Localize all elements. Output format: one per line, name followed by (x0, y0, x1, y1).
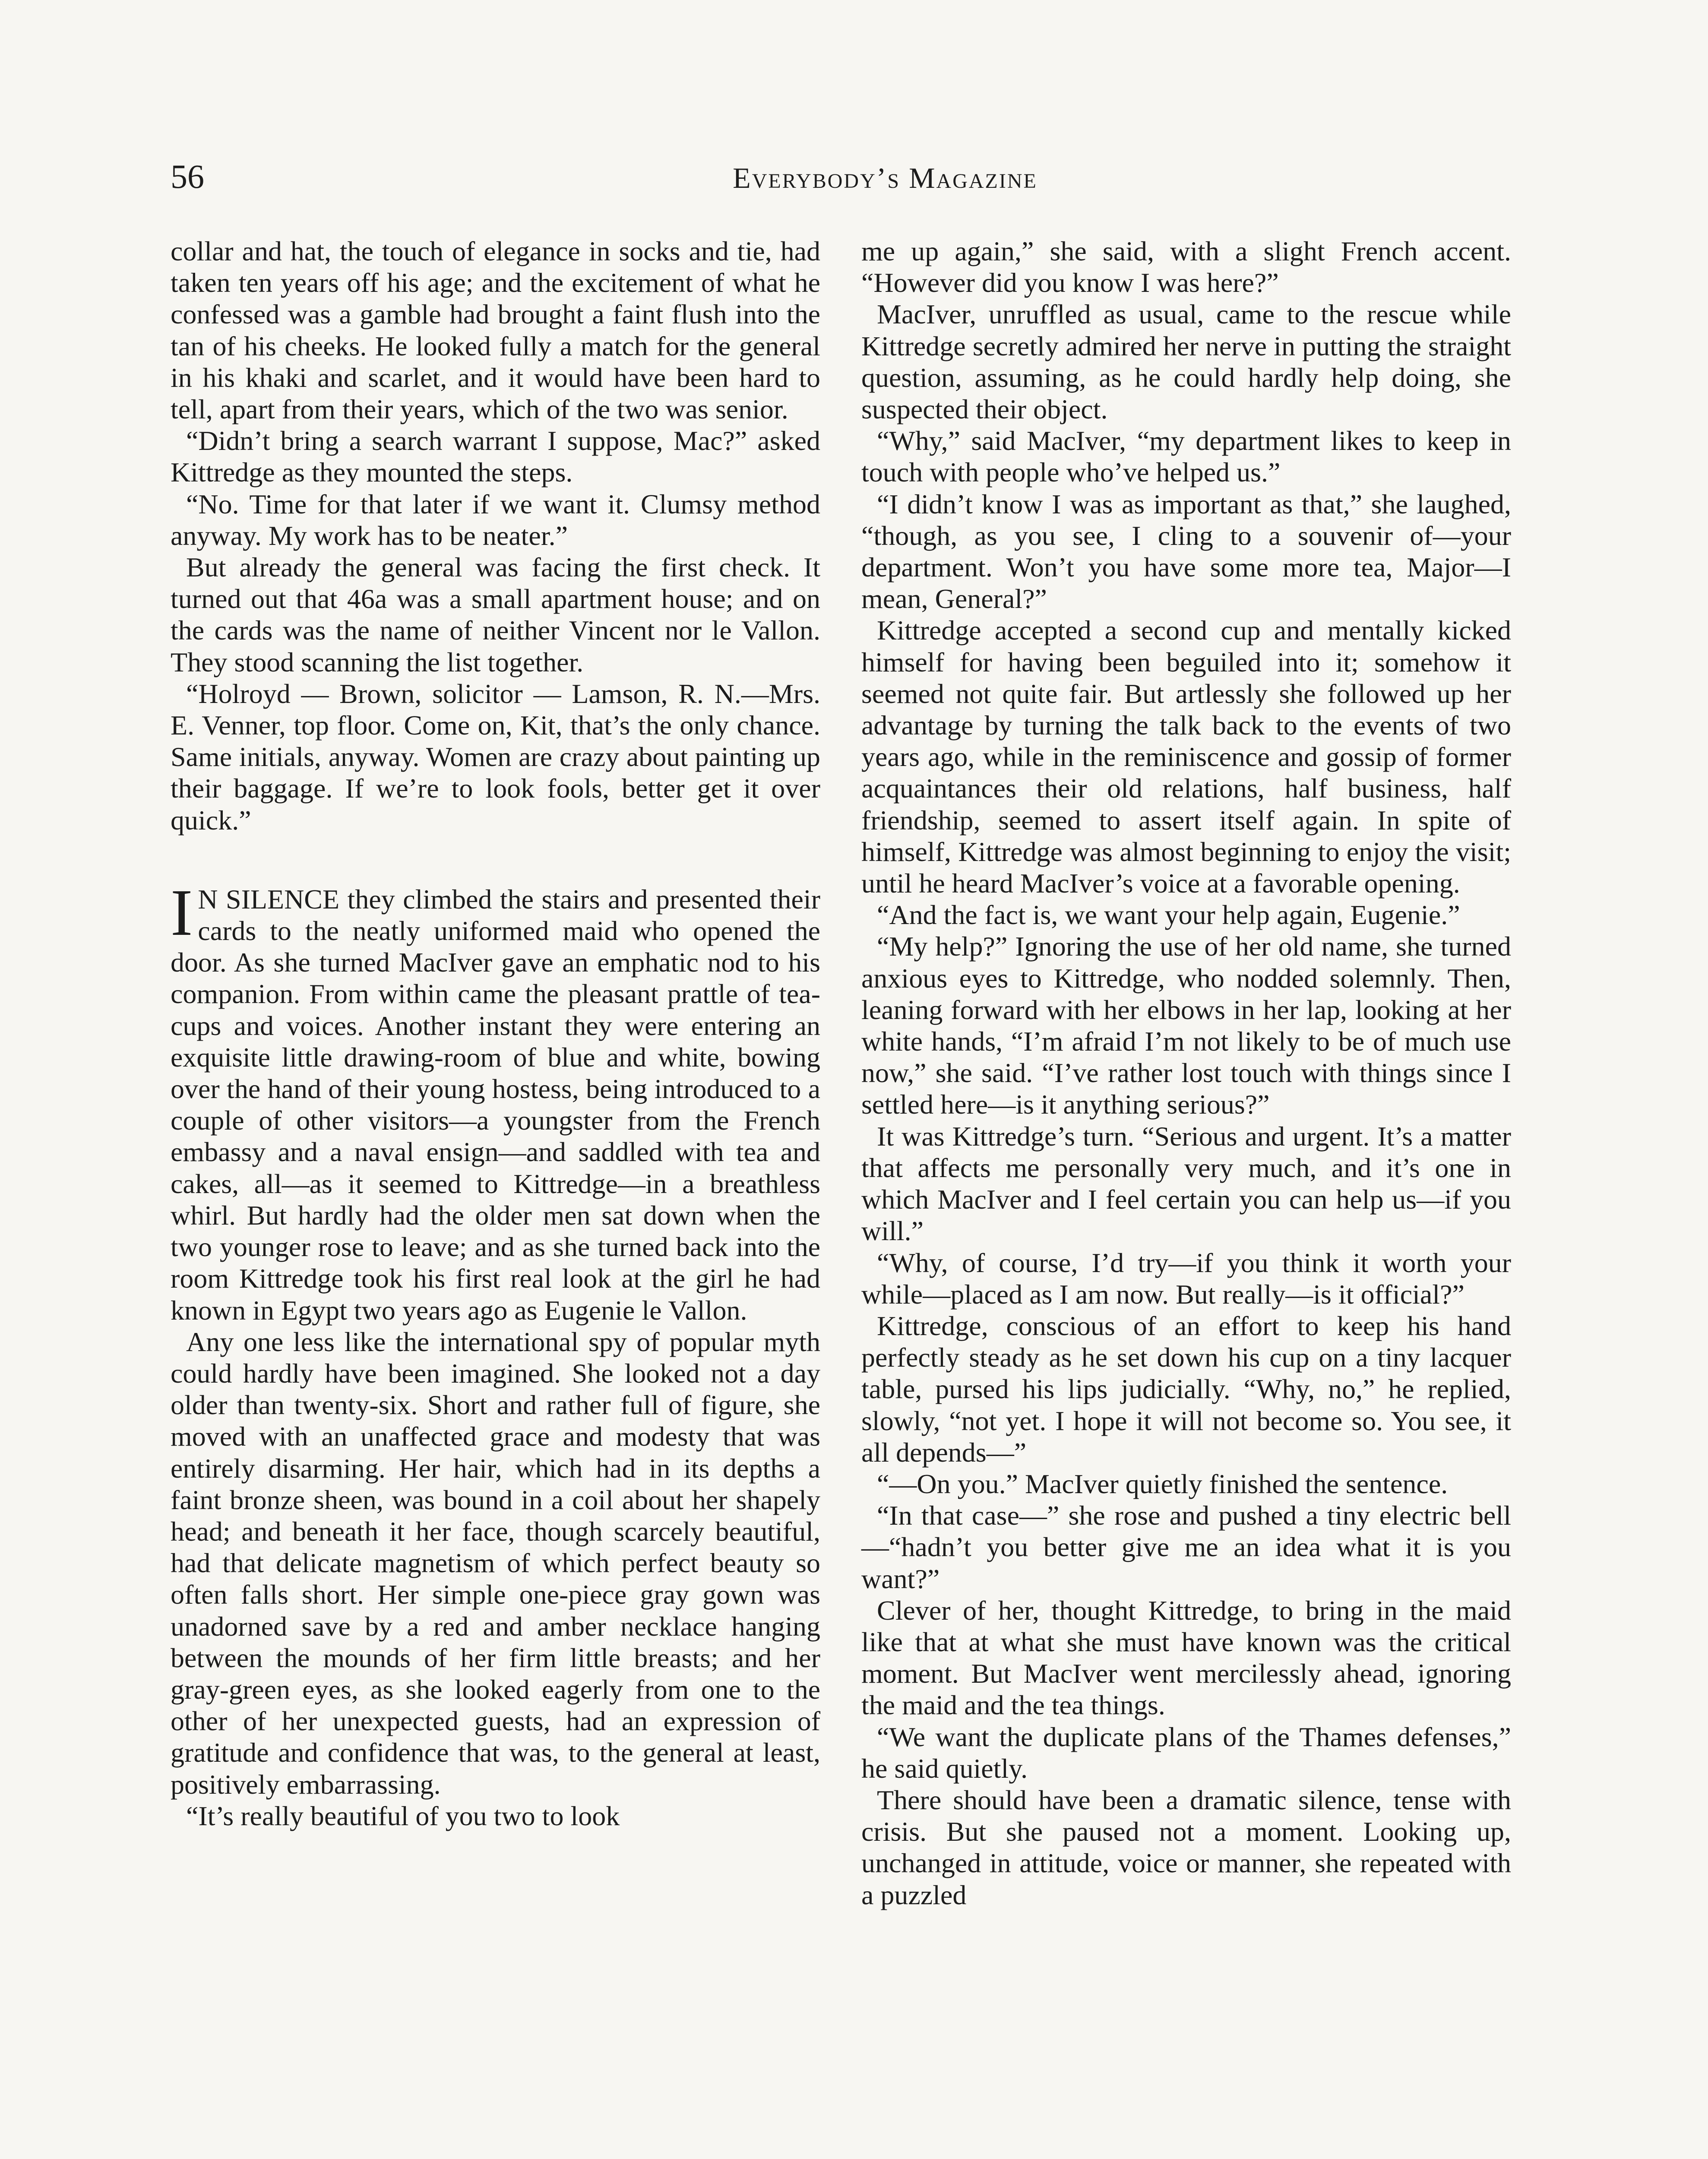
paragraph: “We want the duplicate plans of the Thames defenses,” he said quietly. (861, 1721, 1511, 1784)
paragraph: It was Kittredge’s turn. “Serious and urgent. It’s a matter that affects me personally very much, and it’s one in which MacIver and I feel certain you can help us—if you will.” (861, 1121, 1511, 1247)
paragraph: Clever of her, thought Kittredge, to bring in the maid like that at what she must have known was the critical moment. But MacIver went mercilessly ahead, ignoring the maid and the tea things. (861, 1595, 1511, 1721)
paragraph: me up again,” she said, with a slight French accent. “However did you know I was here?” (861, 236, 1511, 298)
page-number: 56 (171, 158, 204, 195)
paragraph: Kittredge accepted a second cup and mentally kicked himself for having been beguiled into it; somehow it seemed not quite fair. But artlessly she followed up her advantage by turning the talk back to the events of two years ago, while in the reminiscence and gossip of former acquaintances their old relations, half business, half friendship, seemed to assert itself again. In spite of himself, Kittredge was almost beginning to enjoy the visit; until he heard MacIver’s voice at a favorable opening. (861, 615, 1511, 899)
paragraph: “Why, of course, I’d try—if you think it worth your while—placed as I am now. But really—is it official?” (861, 1247, 1511, 1310)
section-opening-text: N SILENCE they climbed the stairs and presented their cards to the neatly uniformed maid who opened the door. As she turned MacIver gave an emphatic nod to his companion. From within came the pleasant prattle of tea-cups and voices. Another instant they were entering an exquisite little drawing-room of blue and white, bowing over the hand of their young hostess, being introduced to a couple of other visitors—a youngster from the French embassy and a naval ensign—and saddled with tea and cakes, all—as it seemed to Kittredge—in a breathless whirl. But hardly had the older men sat down when the two younger rose to leave; and as she turned back into the room Kittredge took his first real look at the girl he had known in Egypt two years ago as Eugenie le Vallon. (171, 883, 820, 1326)
right-column (861, 235, 1511, 1911)
paragraph: “Holroyd — Brown, solicitor — Lamson, R. N.—Mrs. E. Venner, top floor. Come on, Kit, that’s the only chance. Same initials, anyway. Women are crazy about painting up their baggage. If we’re to look fools, better get it over quick.” (171, 678, 820, 836)
paragraph: “I didn’t know I was as important as that,” she laughed, “though, as you see, I cling to a souvenir of—your department. Won’t you have some more tea, Major—I mean, General?” (861, 488, 1511, 614)
paragraph: “Didn’t bring a search warrant I suppose, Mac?” asked Kittredge as they mounted the steps. (171, 425, 820, 488)
paragraph: collar and hat, the touch of elegance in socks and tie, had taken ten years off his age; and the excitement of what he confessed was a gamble had brought a faint flush into the tan of his cheeks. He looked fully a match for the general in his khaki and scarlet, and it would have been hard to tell, apart from their years, which of the two was senior. (171, 236, 820, 425)
paragraph: “My help?” Ignoring the use of her old name, she turned anxious eyes to Kittredge, who nodded solemnly. Then, leaning forward with her elbows in her lap, looking at her white hands, “I’m afraid I’m not likely to be of much use now,” she said. “I’ve rather lost touch with things since I settled here—is it anything serious?” (861, 931, 1511, 1120)
drop-cap: I (171, 876, 193, 950)
paragraph: “In that case—” she rose and pushed a tiny electric bell—“hadn’t you better give me an idea what it is you want?” (861, 1500, 1511, 1594)
paragraph: “No. Time for that later if we want it. Clumsy method anyway. My work has to be neater.” (171, 488, 820, 551)
running-head: Everybody’s Magazine (733, 161, 1037, 194)
paragraph: There should have been a dramatic silence, tense with crisis. But she paused not a moment. Looking up, unchanged in attitude, voice or manner, she repeated with a puzzled (861, 1784, 1511, 1910)
paragraph: “And the fact is, we want your help again, Eugenie.” (877, 899, 1460, 931)
section-opening-paragraph (171, 876, 820, 1326)
paragraph: But already the general was facing the first check. It turned out that 46a was a small apartment house; and on the cards was the name of neither Vincent nor le Vallon. They stood scanning the list together. (171, 552, 820, 677)
paragraph: MacIver, unruffled as usual, came to the rescue while Kittredge secretly admired her nerve in putting the straight question, assuming, as he could hardly help doing, she suspected their object. (861, 299, 1511, 425)
paragraph: “It’s really beautiful of you two to look (186, 1800, 620, 1831)
paragraph: “—On you.” MacIver quietly finished the sentence. (877, 1468, 1448, 1499)
paragraph: Any one less like the international spy of popular myth could hardly have been imagined. She looked not a day older than twenty-six. Short and rather full of figure, she moved with an unaffected grace and modesty that was entirely disarming. Her hair, which had in its depths a faint bronze sheen, was bound in a coil about her shapely head; and beneath it her face, though scarcely beautiful, had that delicate magnetism of which perfect beauty so often falls short. Her simple one-piece gray gown was unadorned save by a red and amber necklace hanging between the mounds of her firm little breasts; and her gray-green eyes, as she looked eagerly from one to the other of her unexpected guests, had an expression of gratitude and confidence that was, to the general at least, positively embarrassing. (171, 1326, 820, 1800)
paragraph: Kittredge, conscious of an effort to keep his hand perfectly steady as he set down his cup on a tiny lacquer table, pursed his lips judicially. “Why, no,” he replied, slowly, “not yet. I hope it will not become so. You see, it all depends—” (861, 1310, 1511, 1468)
paragraph: “Why,” said MacIver, “my department likes to keep in touch with people who’ve helped us.” (861, 425, 1511, 488)
left-column (171, 235, 820, 1832)
